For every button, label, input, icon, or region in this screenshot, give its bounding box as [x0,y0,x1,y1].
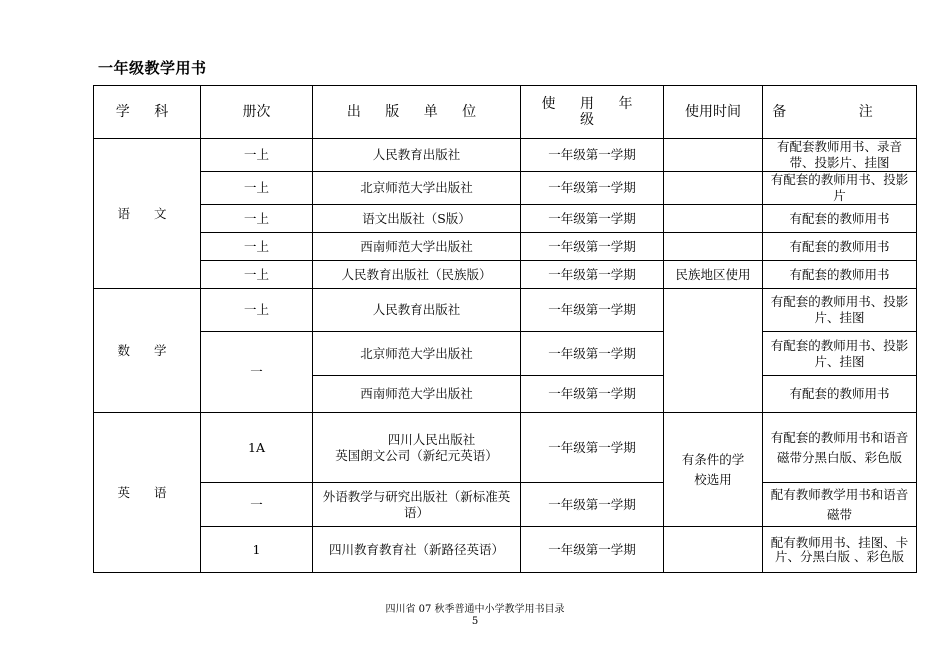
volume-cell: 一 [201,483,313,527]
publisher-cell: 北京师范大学出版社 [313,172,521,205]
time-cell [664,139,763,172]
note-cell: 有配套的教师用书 [763,205,917,233]
table-row [94,233,917,261]
publisher-cell: 西南师范大学出版社 [313,233,521,261]
publisher-cell: 北京师范大学出版社 [313,332,521,376]
volume-cell: 一上 [201,205,313,233]
volume-cell: 1 [201,527,313,573]
grade-cell: 一年级第一学期 [521,483,664,527]
publisher-cell: 外语教学与研究出版社（新标准英语） [313,483,521,527]
footer-title: 四川省 07 秋季普通中小学教学用书目录 [385,604,565,615]
col-header-subject: 学 科 [94,86,201,139]
col-header-time: 使用时间 [664,86,763,139]
volume-cell: 一上 [201,261,313,289]
volume-cell: 一上 [201,233,313,261]
table-row [94,332,917,376]
table-row [94,139,917,172]
grade-cell: 一年级第一学期 [521,139,664,172]
note-cell: 有配套的教师用书、投影片 [763,172,917,205]
textbook-table [93,85,917,573]
note-cell: 有配套的教师用书 [763,376,917,413]
grade-cell: 一年级第一学期 [521,332,664,376]
grade-cell: 一年级第一学期 [521,233,664,261]
table-row [94,172,917,205]
note-cell: 有配套的教师用书 [763,233,917,261]
subject-chinese: 语 文 [94,139,201,289]
note-cell: 配有教师教学用书和语音磁带 [763,483,917,527]
publisher-line-2: 英国朗文公司（新纪元英语） [335,447,498,463]
time-cell [664,172,763,205]
time-cell [664,233,763,261]
time-cell [664,289,763,413]
col-header-volume: 册次 [201,86,313,139]
volume-cell: 一上 [201,172,313,205]
publisher-cell: 语文出版社（S版） [313,205,521,233]
table-row [94,413,917,483]
grade-cell: 一年级第一学期 [521,527,664,573]
note-cell: 有配套的教师用书 [763,261,917,289]
time-cell: 民族地区使用 [664,261,763,289]
grade-cell: 一年级第一学期 [521,205,664,233]
table-row [94,527,917,573]
volume-cell: 一上 [201,139,313,172]
volume-cell: 1A [201,413,313,483]
table-row [94,483,917,527]
header-row [94,86,917,139]
subject-english: 英 语 [94,413,201,573]
time-cell [664,527,763,573]
volume-cell: 一 [201,332,313,413]
note-cell: 有配套的教师用书、投影片、挂图 [763,332,917,376]
grade-cell: 一年级第一学期 [521,261,664,289]
col-header-grade: 使 用 年 级 [521,86,664,139]
col-header-note: 备 注 [763,86,917,139]
publisher-cell: 人民教育出版社 [313,139,521,172]
note-cell: 有配套教师用书、录音带、投影片、挂图 [763,139,917,172]
time-cell: 有条件的学校选用 [664,413,763,527]
publisher-cell: 人民教育出版社 [313,289,521,332]
table-row [94,205,917,233]
publisher-cell: 四川教育教育社（新路径英语） [313,527,521,573]
publisher-cell [313,413,521,483]
volume-cell: 一上 [201,289,313,332]
grade-cell: 一年级第一学期 [521,376,664,413]
table-row [94,289,917,332]
grade-cell: 一年级第一学期 [521,289,664,332]
time-cell [664,205,763,233]
note-cell: 有配套的教师用书和语音磁带分黑白版、彩色版 [763,413,917,483]
note-cell: 有配套的教师用书、投影片、挂图 [763,289,917,332]
table-row [94,261,917,289]
note-cell: 配有教师用书、挂图、卡片、分黑白版 、彩色版 [763,527,917,573]
page-footer [0,604,950,628]
page-heading: 一年级教学用书 [98,59,207,77]
publisher-cell: 西南师范大学出版社 [313,376,521,413]
col-header-publisher: 出 版 单 位 [313,86,521,139]
publisher-cell: 人民教育出版社（民族版） [313,261,521,289]
grade-cell: 一年级第一学期 [521,172,664,205]
subject-math: 数 学 [94,289,201,413]
publisher-line-1: 四川人民出版社 [387,431,476,447]
grade-cell: 一年级第一学期 [521,413,664,483]
page-number: 5 [471,616,479,627]
